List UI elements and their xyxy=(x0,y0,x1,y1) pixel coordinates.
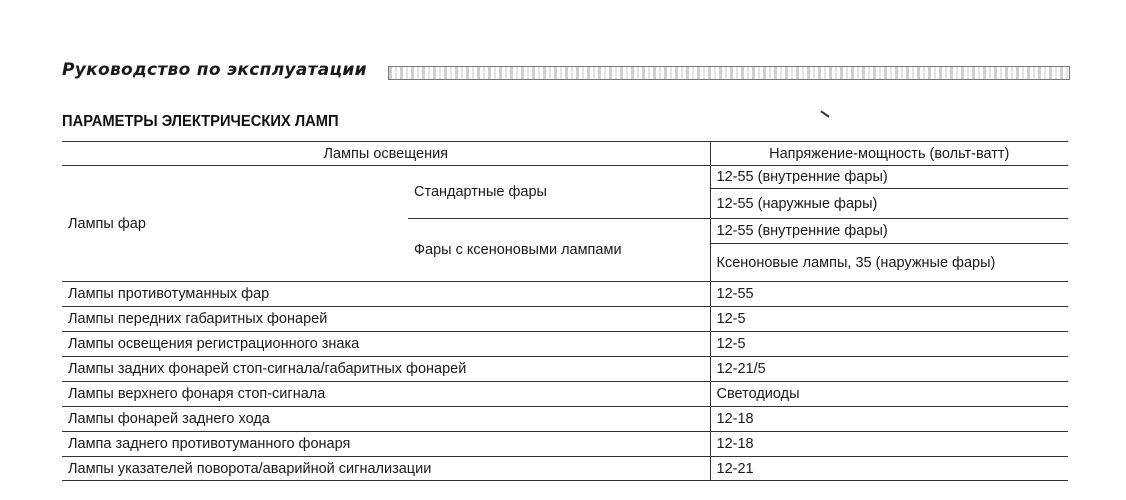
lamp-value: 12-21 xyxy=(710,457,1068,481)
lamp-value: 12-18 xyxy=(710,432,1068,457)
header-lamps: Лампы освещения xyxy=(62,142,710,166)
lamp-value: 12-18 xyxy=(710,407,1068,432)
lamp-name: Лампы передних габаритных фонарей xyxy=(62,307,710,332)
lamp-name: Лампы верхнего фонаря стоп-сигнала xyxy=(62,382,710,407)
table-row xyxy=(62,457,1068,481)
table-row xyxy=(62,282,1068,307)
lamp-name: Лампы освещения регистрационного знака xyxy=(62,332,710,357)
lamp-name: Лампы противотуманных фар xyxy=(62,282,710,307)
stray-print-mark xyxy=(820,110,829,117)
table-header-row xyxy=(62,142,1068,166)
lamp-value: 12-5 xyxy=(710,332,1068,357)
table-row xyxy=(62,166,1068,189)
lamp-name: Лампы задних фонарей стоп-сигнала/габаритных фонарей xyxy=(62,357,710,382)
lamp-parameters-table xyxy=(62,141,1068,481)
table-row xyxy=(62,307,1068,332)
table-row xyxy=(62,407,1068,432)
xenon-inner-value: 12-55 (внутренние фары) xyxy=(710,219,1068,244)
lamp-value: 12-21/5 xyxy=(710,357,1068,382)
table-row xyxy=(62,332,1068,357)
lamp-value: 12-5 xyxy=(710,307,1068,332)
lamp-name: Лампы фонарей заднего хода xyxy=(62,407,710,432)
lamp-name: Лампа заднего противотуманного фонаря xyxy=(62,432,710,457)
standard-inner-value: 12-55 (внутренние фары) xyxy=(710,166,1068,189)
header-decorative-band xyxy=(388,66,1070,80)
xenon-outer-value: Ксеноновые лампы, 35 (наружные фары) xyxy=(710,244,1068,282)
standard-outer-value: 12-55 (наружные фары) xyxy=(710,189,1068,219)
section-title: ПАРАМЕТРЫ ЭЛЕКТРИЧЕСКИХ ЛАМП xyxy=(62,113,339,130)
lamp-name: Лампы указателей поворота/аварийной сигнализации xyxy=(62,457,710,481)
header-voltage: Напряжение-мощность (вольт-ватт) xyxy=(710,142,1068,166)
headlamps-label: Лампы фар xyxy=(62,166,408,282)
manual-header-title: Руководство по эксплуатации xyxy=(62,60,367,80)
lamp-value: 12-55 xyxy=(710,282,1068,307)
table-row xyxy=(62,432,1068,457)
standard-headlamps-label: Стандартные фары xyxy=(408,166,710,219)
table-row xyxy=(62,382,1068,407)
table-row xyxy=(62,357,1068,382)
xenon-headlamps-label: Фары с ксеноновыми лампами xyxy=(408,219,710,282)
lamp-value: Светодиоды xyxy=(710,382,1068,407)
